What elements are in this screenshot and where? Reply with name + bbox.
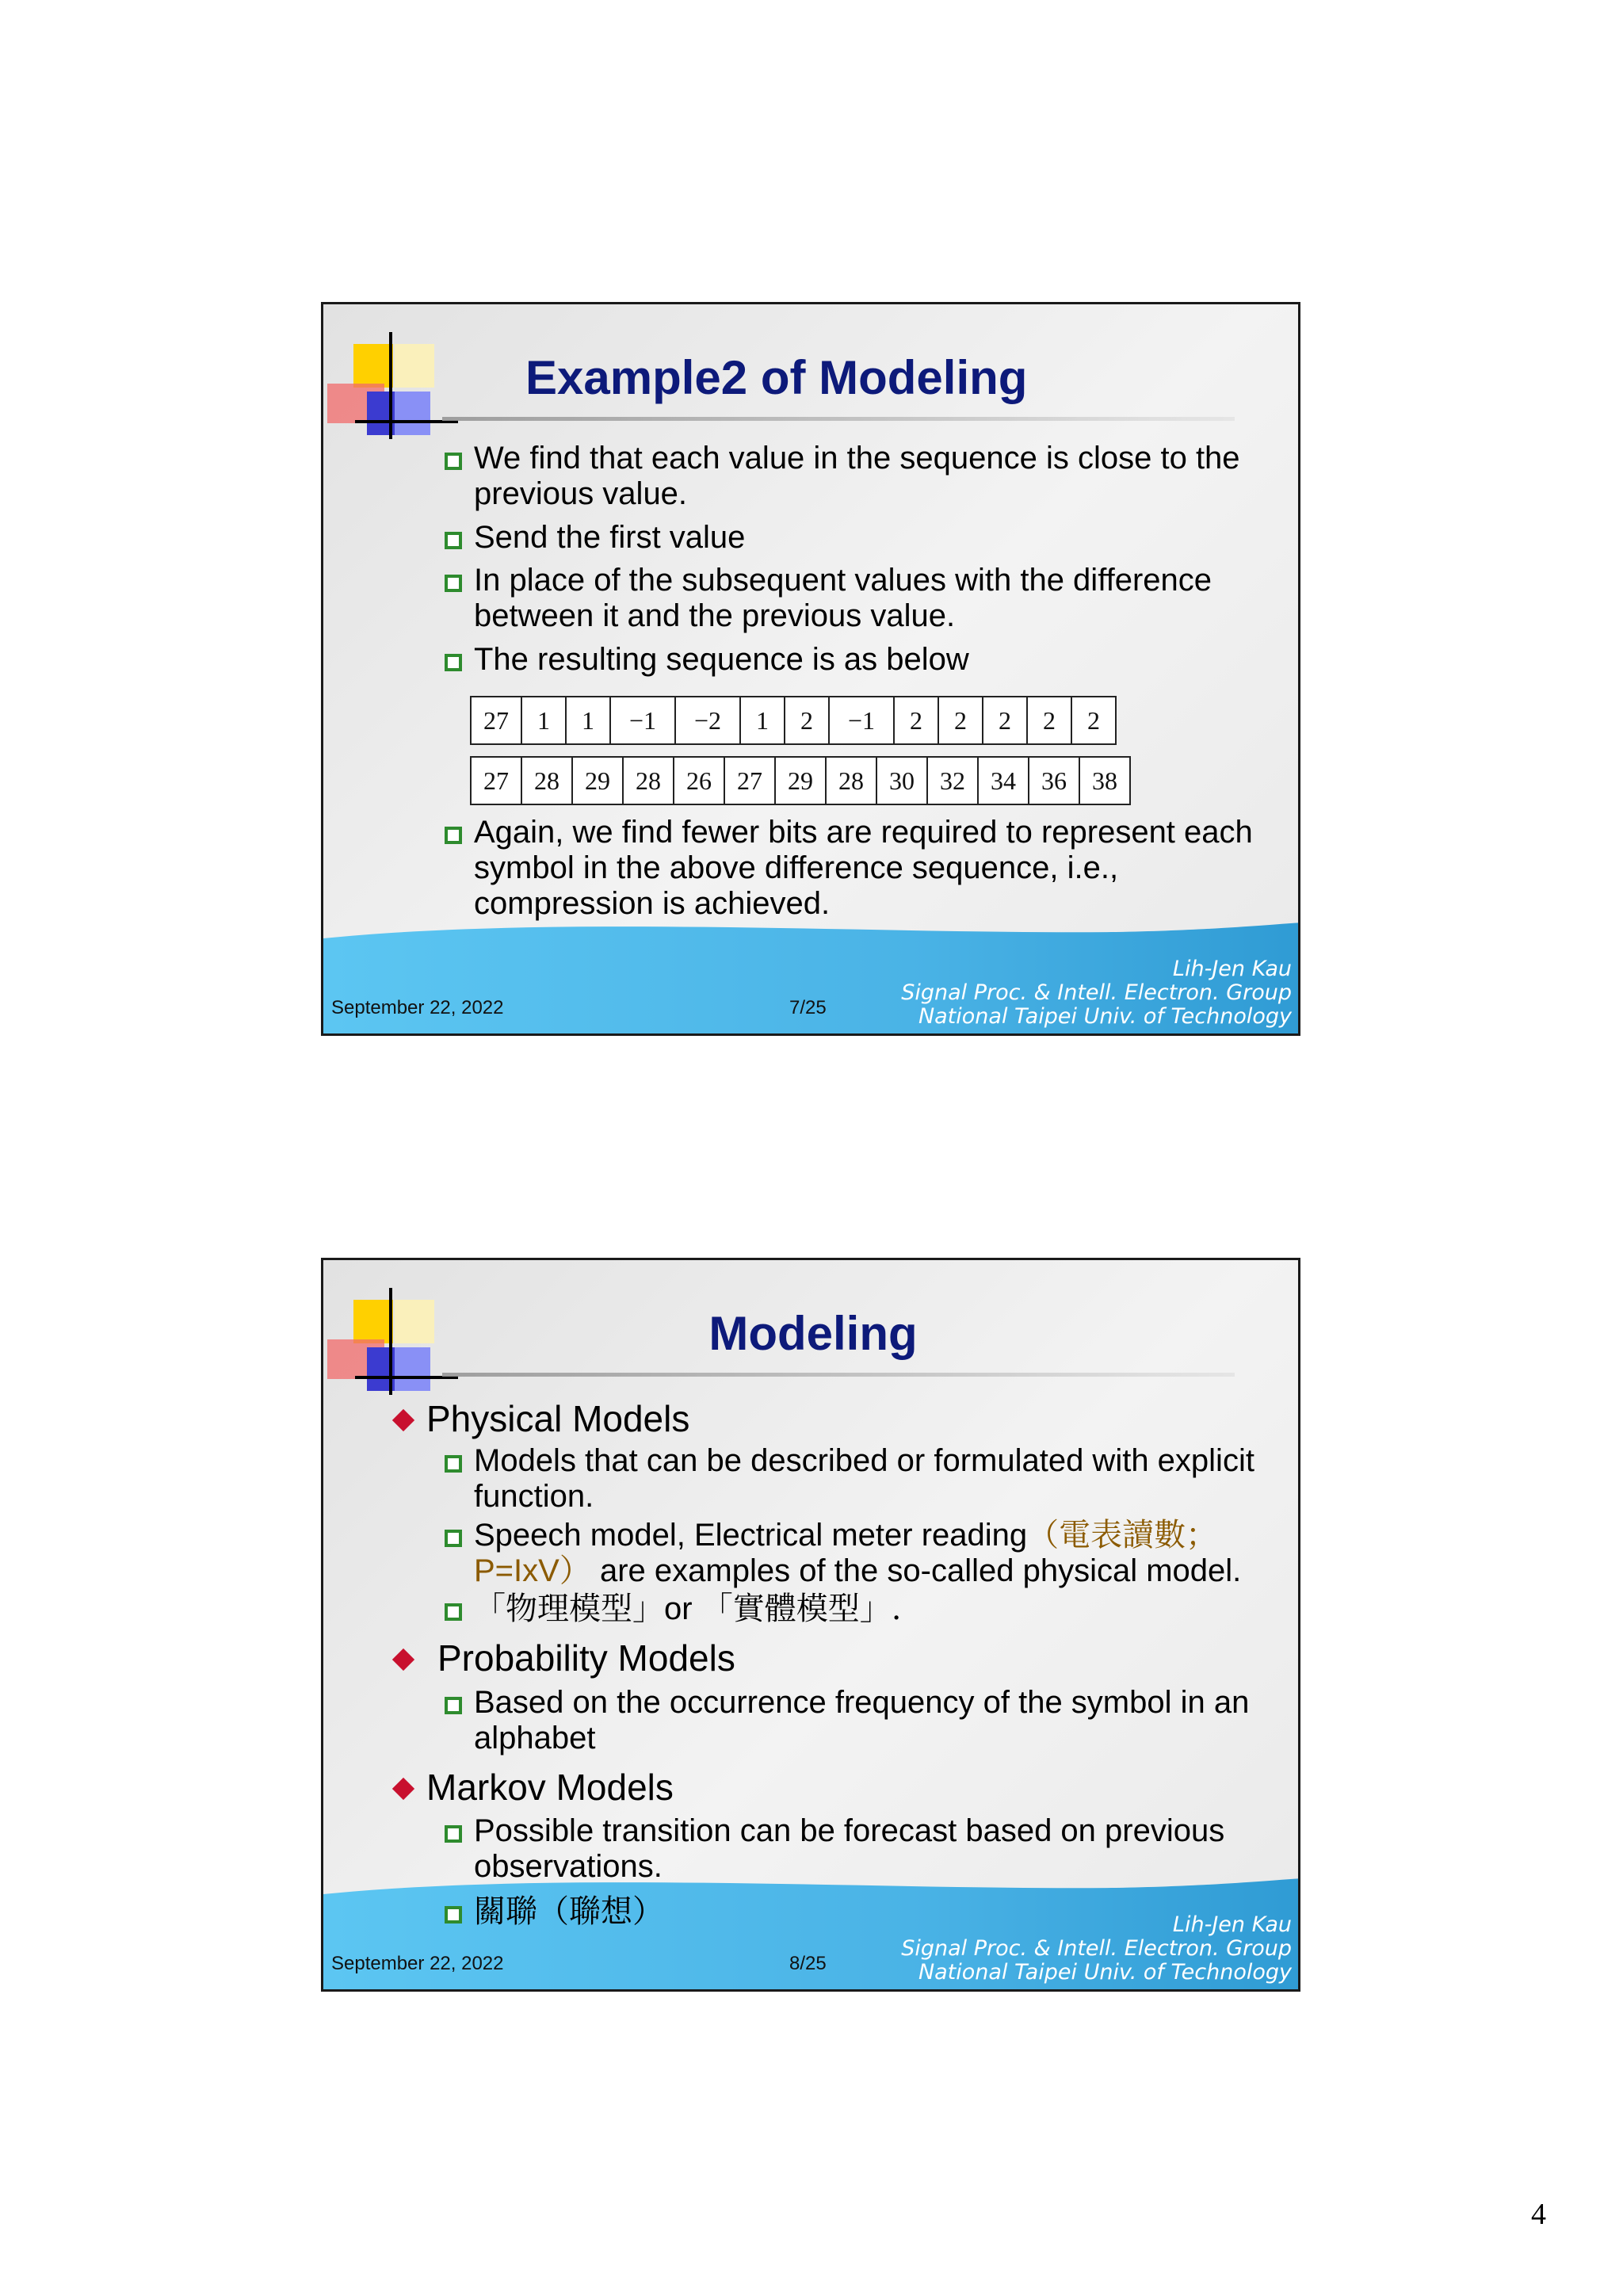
- square-bullet-icon: [445, 1530, 462, 1547]
- sequence-cell: 26: [673, 758, 724, 804]
- square-bullet-icon: [445, 532, 462, 549]
- sequence-cell: 2: [1026, 697, 1071, 743]
- square-bullet-icon: [445, 654, 462, 671]
- bullet-item: 「物理模型」or 「實體模型」.: [442, 1591, 1266, 1627]
- sequence-cell: −1: [609, 697, 674, 743]
- bullet-item: Speech model, Electrical meter reading（電表讀數； P=IxV） are examples of the so-called physical model.: [442, 1518, 1266, 1589]
- bullet-item: The resulting sequence is as below: [442, 642, 1266, 678]
- bullet-item: 關聯（聯想）: [442, 1894, 1266, 1930]
- bullet-item: In place of the subsequent values with the difference between it and the previous value.: [442, 563, 1266, 634]
- sequence-cell: 28: [521, 758, 571, 804]
- sequence-cell: 28: [825, 758, 876, 804]
- footer-credit: Lih-Jen Kau Signal Proc. & Intell. Electron. Group National Taipei Univ. of Technology: [901, 957, 1292, 1029]
- square-bullet-icon: [445, 1697, 462, 1714]
- diamond-bullet-icon: [392, 1409, 414, 1431]
- sequence-cell: 2: [1071, 697, 1115, 743]
- sequence-cell: 1: [565, 697, 609, 743]
- bullet-item: Based on the occurrence frequency of the symbol in an alphabet: [442, 1685, 1266, 1756]
- original-sequence-table: [470, 756, 1131, 805]
- title-divider: [442, 1373, 1235, 1377]
- bullet-item: We find that each value in the sequence is close to the previous value.: [442, 441, 1266, 512]
- square-bullet-icon: [445, 575, 462, 592]
- sequence-cell: 2: [893, 697, 938, 743]
- square-bullet-icon: [445, 453, 462, 470]
- sequence-cell: 36: [1028, 758, 1079, 804]
- document-page-number: 4: [1531, 2198, 1546, 2231]
- square-bullet-icon: [445, 1455, 462, 1473]
- title-divider: [442, 417, 1235, 421]
- sequence-cell: −1: [828, 697, 893, 743]
- sequence-cell: 28: [622, 758, 673, 804]
- footer-page-number: 8/25: [789, 1953, 827, 1974]
- square-bullet-icon: [445, 1906, 462, 1924]
- sequence-cell: 27: [483, 705, 509, 735]
- bullet-item: Again, we find fewer bits are required to represent each symbol in the above difference sequence, i.e., compression is achieved.: [442, 815, 1266, 922]
- sequence-cell: 1: [521, 697, 565, 743]
- square-bullet-icon: [445, 827, 462, 844]
- bullet-item: Send the first value: [442, 520, 1266, 556]
- section-markov-models: Markov Models: [391, 1767, 1262, 1807]
- section-probability-models: Probability Models: [391, 1638, 1262, 1678]
- footer-date: September 22, 2022: [331, 1953, 504, 1974]
- slide-8: [321, 1258, 1300, 1992]
- bullet-item: Possible transition can be forecast based on previous observations.: [442, 1813, 1266, 1885]
- slide-7: [321, 302, 1300, 1036]
- slide-title: Modeling: [708, 1307, 918, 1360]
- sequence-cell: 29: [774, 758, 825, 804]
- diamond-bullet-icon: [392, 1778, 414, 1800]
- sequence-cell: 38: [1079, 758, 1129, 804]
- square-bullet-icon: [445, 1825, 462, 1843]
- diamond-bullet-icon: [392, 1648, 414, 1671]
- sequence-cell: 30: [876, 758, 926, 804]
- footer-credit: Lih-Jen Kau Signal Proc. & Intell. Electron. Group National Taipei Univ. of Technology: [901, 1912, 1292, 1985]
- sequence-cell: 29: [571, 758, 622, 804]
- sequence-cell: 2: [982, 697, 1026, 743]
- sequence-cell: 34: [977, 758, 1028, 804]
- footer-date: September 22, 2022: [331, 997, 504, 1018]
- difference-sequence-table: [470, 696, 1117, 745]
- sequence-cell: 32: [926, 758, 977, 804]
- sequence-cell: 27: [483, 766, 509, 795]
- sequence-cell: 2: [938, 697, 982, 743]
- sequence-cell: 27: [724, 758, 774, 804]
- slide-title: Example2 of Modeling: [525, 351, 1028, 404]
- sequence-cell: −2: [674, 697, 739, 743]
- sequence-cell: 2: [784, 697, 828, 743]
- footer-page-number: 7/25: [789, 997, 827, 1018]
- sequence-cell: 1: [739, 697, 784, 743]
- section-physical-models: Physical Models: [391, 1399, 1262, 1438]
- bullet-item: Models that can be described or formulated with explicit function.: [442, 1443, 1266, 1515]
- square-bullet-icon: [445, 1603, 462, 1621]
